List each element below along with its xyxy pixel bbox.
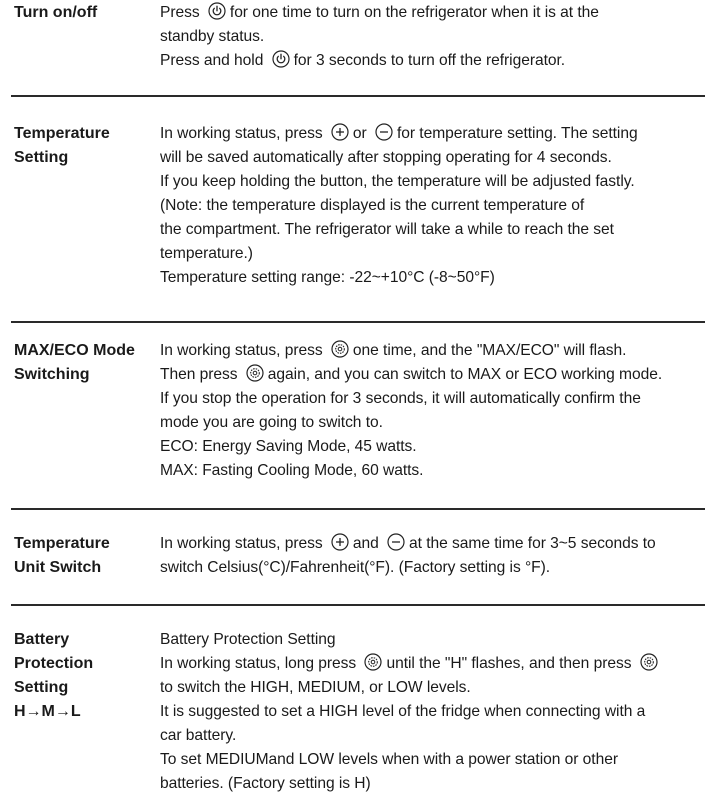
section-content (160, 532, 708, 580)
section-label (14, 339, 149, 387)
plus-icon (331, 533, 349, 551)
minus-icon (387, 533, 405, 551)
content-line: It is suggested to set a HIGH level of the fridge when connecting with a (160, 703, 646, 720)
content-line: batteries. (Factory setting is H) (160, 775, 371, 792)
section-label (14, 532, 149, 580)
power-icon (272, 50, 290, 68)
content-line: Press and hold for 3 seconds to turn off the refrigerator. (160, 52, 566, 69)
content-line: MAX: Fasting Cooling Mode, 60 watts. (160, 462, 424, 479)
minus-icon (375, 123, 393, 141)
content-line: switch Celsius(°C)/Fahrenheit(°F). (Factory setting is °F). (160, 559, 551, 576)
content-line: will be saved automatically after stopping operating for 4 seconds. (160, 149, 612, 166)
section-content (160, 339, 708, 483)
content-line: Press for one time to turn on the refrigerator when it is at the (160, 4, 599, 21)
content-line: standby status. (160, 28, 265, 45)
label-line: Setting (14, 149, 69, 166)
content-line: If you keep holding the button, the temperature will be adjusted fastly. (160, 173, 635, 190)
settings-icon (331, 340, 349, 358)
content-line: In working status, press or for temperature setting. The setting (160, 125, 638, 142)
section-divider (11, 508, 705, 510)
label-line: Turn on/off (14, 4, 98, 21)
section-divider (11, 95, 705, 97)
settings-icon (640, 653, 658, 671)
label-line: Switching (14, 366, 90, 383)
power-icon (208, 2, 226, 20)
content-line: In working status, press and at the same time for 3~5 seconds to (160, 535, 656, 552)
label-line: H→M→L (14, 703, 81, 720)
content-line: the compartment. The refrigerator will take a while to reach the set (160, 221, 614, 238)
content-line: To set MEDIUMand LOW levels when with a power station or other (160, 751, 618, 768)
section-label (14, 1, 149, 25)
label-line: Protection (14, 655, 94, 672)
content-line: (Note: the temperature displayed is the current temperature of (160, 197, 585, 214)
content-line: mode you are going to switch to. (160, 414, 383, 431)
content-line: Temperature setting range: -22~+10°C (-8~50°F) (160, 269, 495, 286)
section-label (14, 628, 149, 724)
section-content (160, 1, 708, 73)
content-line: In working status, long press until the "H" flashes, and then press (160, 652, 708, 676)
content-line: car battery. (160, 727, 237, 744)
content-line: to switch the HIGH, MEDIUM, or LOW levels. (160, 679, 471, 696)
label-line: Unit Switch (14, 559, 102, 576)
settings-icon (364, 653, 382, 671)
label-line: Temperature (14, 125, 110, 142)
section-divider (11, 604, 705, 606)
label-line: Temperature (14, 535, 110, 552)
content-line: If you stop the operation for 3 seconds, it will automatically confirm the (160, 390, 641, 407)
content-line: ECO: Energy Saving Mode, 45 watts. (160, 438, 417, 455)
label-line: Battery (14, 631, 70, 648)
settings-icon (246, 364, 264, 382)
content-line: temperature.) (160, 245, 253, 262)
content-line: Battery Protection Setting (160, 631, 336, 648)
section-divider (11, 321, 705, 323)
plus-icon (331, 123, 349, 141)
section-label (14, 122, 149, 170)
label-line: MAX/ECO Mode (14, 342, 135, 359)
label-line: Setting (14, 679, 69, 696)
section-content (160, 122, 708, 290)
content-line: In working status, press one time, and the "MAX/ECO" will flash. (160, 342, 627, 359)
section-content (160, 628, 708, 796)
content-line: Then press again, and you can switch to MAX or ECO working mode. (160, 366, 663, 383)
